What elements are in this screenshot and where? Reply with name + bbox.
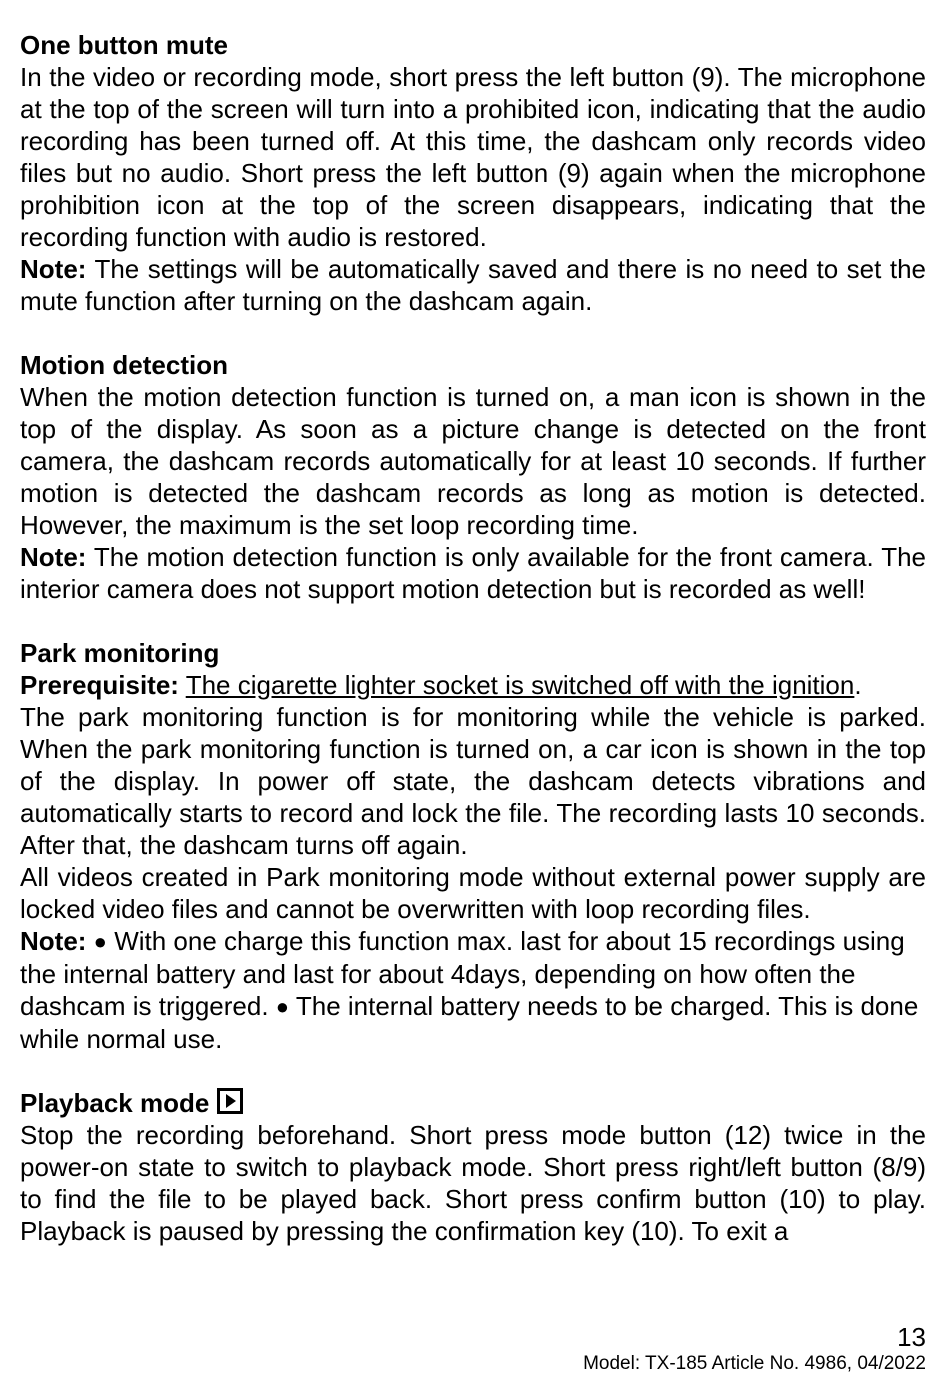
section-one-button-mute bbox=[20, 29, 926, 317]
paragraph-motion-note bbox=[20, 541, 926, 605]
paragraph-park-note bbox=[20, 925, 926, 1055]
note-text: The settings will be automatically saved and there is no need to set the mute function after turning on the dashcam again. bbox=[20, 254, 926, 316]
heading-motion-detection: Motion detection bbox=[20, 350, 228, 380]
paragraph-mute-note bbox=[20, 253, 926, 317]
paragraph-motion-body: When the motion detection function is turned on, a man icon is shown in the top of the display. As soon as a picture change is detected on the front camera, the dashcam records automatically for at least 10 seconds. If further motion is detected the dashcam records as long as motion is detected. However, the maximum is the set loop recording time. bbox=[20, 382, 926, 540]
heading-playback-mode-text: Playback mode bbox=[20, 1088, 210, 1118]
note-text-1: With one charge this function max. last for about 15 recordings using the internal battery and last for about 4days, depending on how often the dashcam is triggered. bbox=[20, 926, 905, 1021]
paragraph-park-body: The park monitoring function is for monitoring while the vehicle is parked. When the park monitoring function is turned on, a car icon is shown in the top of the display. In power off state, the dashcam detects vibrations and automatically starts to record and lock the file. The recording lasts 10 seconds. After that, the dashcam turns off again. bbox=[20, 702, 926, 860]
footer-model-info: Model: TX-185 Article No. 4986, 04/2022 bbox=[583, 1353, 926, 1374]
section-motion-detection bbox=[20, 349, 926, 605]
manual-page bbox=[20, 29, 926, 1279]
section-park-monitoring bbox=[20, 637, 926, 1055]
note-label: Note: bbox=[20, 254, 87, 284]
prerequisite-label: Prerequisite: bbox=[20, 670, 179, 700]
page-number: 13 bbox=[897, 1322, 926, 1352]
paragraph-park-prerequisite bbox=[20, 669, 926, 701]
prerequisite-text: The cigarette lighter socket is switched off with the ignition bbox=[185, 670, 855, 700]
heading-park-monitoring: Park monitoring bbox=[20, 638, 220, 668]
note-text-2: The internal battery needs to be charged. This is done while normal use. bbox=[20, 991, 919, 1054]
bullet-icon: ● bbox=[93, 929, 107, 954]
section-playback-mode bbox=[20, 1087, 926, 1247]
note-label: Note: bbox=[20, 542, 87, 572]
heading-one-button-mute: One button mute bbox=[20, 30, 228, 60]
note-text: The motion detection function is only available for the front camera. The interior camera does not support motion detection but is recorded as well! bbox=[20, 542, 926, 604]
paragraph-mute-body: In the video or recording mode, short press the left button (9). The microphone at the top of the screen will turn into a prohibited icon, indicating that the audio recording has been turned off. At this time, the dashcam only records video files but no audio. Short press the left button (9) again when the microphone prohibition icon at the top of the screen disappears, indicating that the recording function with audio is restored. bbox=[20, 62, 926, 252]
paragraph-playback-body: Stop the recording beforehand. Short press mode button (12) twice in the power-on state to switch to playback mode. Short press right/left button (8/9) to find the file to be played back. Short press confirm button (10) to play. Playback is paused by pressing the confirmation key (10). To exit a bbox=[20, 1120, 926, 1246]
play-icon bbox=[217, 1088, 243, 1114]
prerequisite-period: . bbox=[854, 670, 862, 700]
bullet-icon: ● bbox=[275, 994, 290, 1019]
note-label: Note: bbox=[20, 926, 87, 956]
heading-playback-mode bbox=[20, 1087, 926, 1119]
paragraph-park-body-2: All videos created in Park monitoring mode without external power supply are locked video files and cannot be overwritten with loop recording files. bbox=[20, 862, 926, 924]
